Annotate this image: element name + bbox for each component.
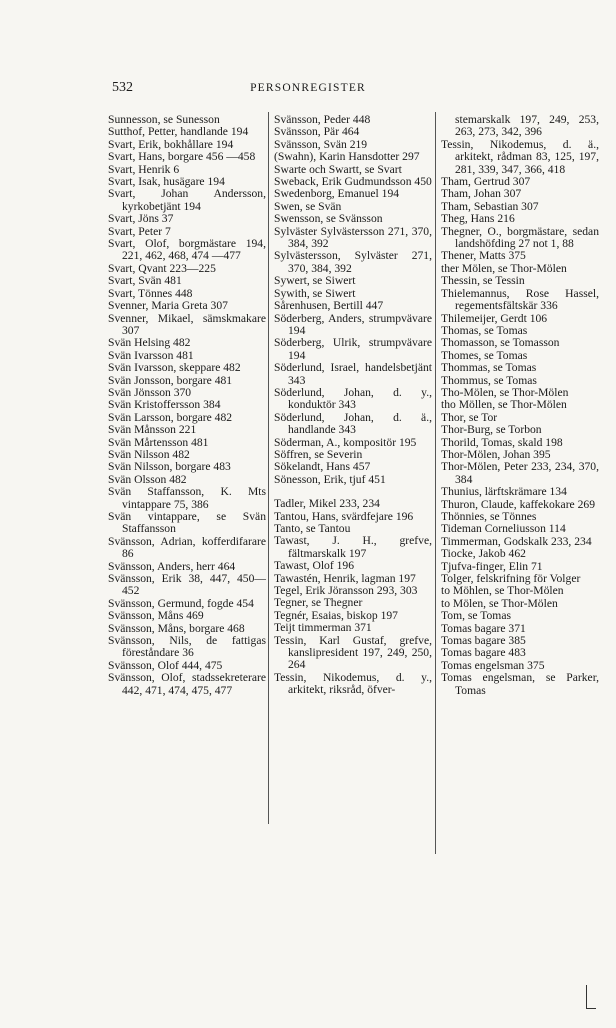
column-rule-right xyxy=(435,112,436,854)
index-entry: Sunnesson, se Sunesson xyxy=(108,113,220,126)
index-entry: Svän Larsson, borgare 482 xyxy=(108,410,233,424)
index-entry: Thönnies, se Tönnes xyxy=(441,510,537,523)
index-entry: Thommas, se Tomas xyxy=(441,361,537,375)
index-entry: Svart, Qvant 223—225 xyxy=(108,261,216,275)
index-entry: Tessin, Nikodemus, d. y., arkitekt, riksråd, öfver- xyxy=(274,670,432,697)
index-entry: Thor-Mölen, Johan 395 xyxy=(441,447,551,461)
corner-mark xyxy=(586,985,587,1009)
index-entry: Svän Månsson 221 xyxy=(108,423,197,437)
index-entry: Svenner, Maria Greta 307 xyxy=(108,299,228,313)
index-entry: Söderlund, Johan, d. y., konduktör 343 xyxy=(274,385,432,412)
corner-mark xyxy=(586,1008,596,1009)
index-entry: Svenner, Mikael, sämskmakare 307 xyxy=(108,311,266,337)
index-entry: Tanto, se Tantou xyxy=(274,522,351,535)
index-entry: Svänsson, Adrian, kofferdifarare 86 xyxy=(108,534,266,561)
index-entry: Svänsson, Måns, borgare 468 xyxy=(108,621,245,635)
index-entry: Swen, se Svän xyxy=(274,199,342,213)
index-entry: Svän Jönsson 370 xyxy=(108,385,192,399)
index-entry: Thommus, se Tomas xyxy=(441,373,537,387)
index-entry: Svart, Johan Andersson, kyrkobetjänt 194 xyxy=(108,187,266,213)
index-entry: Tham, Sebastian 307 xyxy=(441,199,539,213)
index-entry: tho Möllen, se Thor-Mölen xyxy=(441,398,567,412)
index-entry: Sywith, se Siwert xyxy=(274,286,356,300)
index-entry: Tegner, se Thegner xyxy=(274,596,363,610)
index-entry: Svänsson, Olof, stadssekreterare 442, 471, 474, 475, 477 xyxy=(108,671,266,697)
index-entry: Svänsson, Olof 444, 475 xyxy=(108,658,223,672)
index-entry: to Mölen, se Thor-Mölen xyxy=(441,596,558,610)
index-entry: Tomas bagare 371 xyxy=(441,621,526,635)
index-entry: Thomes, se Tomas xyxy=(441,348,528,362)
index-entry: Thor-Mölen, Peter 233, 234, 370, 384 xyxy=(441,460,599,486)
index-entry: Svän Staffansson, K. Mts vintappare 75, 386 xyxy=(108,485,266,511)
index-entry: Thegner, O., borgmästare, sedan landshöfding 27 not 1, 88 xyxy=(441,224,599,251)
index-entry: Svän Nilsson, borgare 483 xyxy=(108,460,231,474)
index-entry: Tom, se Tomas xyxy=(441,609,511,623)
index-entry: Sweback, Erik Gudmundsson 450 xyxy=(274,175,432,189)
index-entry: Svart, Henrik 6 xyxy=(108,162,180,176)
index-entry: Thomas, se Tomas xyxy=(441,323,528,337)
index-entry: Tideman Corneliusson 114 xyxy=(441,522,566,536)
index-entry: Timmerman, Godskalk 233, 234 xyxy=(441,534,592,548)
index-entry: Thilemeijer, Gerdt 106 xyxy=(441,311,548,325)
index-entry: Söderberg, Ulrik, strumpvävare 194 xyxy=(274,336,432,362)
index-entry: Svänsson, Måns 469 xyxy=(108,609,204,623)
index-entry: Thuron, Claude, kaffekokare 269 xyxy=(441,497,595,511)
index-entry: Svart, Svän 481 xyxy=(108,274,182,288)
index-entry: Theg, Hans 216 xyxy=(441,212,515,226)
index-entry: Svänsson, Svän 219 xyxy=(274,137,368,151)
index-entry: Thielemannus, Rose Hassel, regementsfältskär 336 xyxy=(441,286,599,313)
index-entry: Söderberg, Anders, strumpvävare 194 xyxy=(274,311,432,337)
index-entry: Svän Ivarsson 481 xyxy=(108,348,194,362)
index-entry: Thor-Burg, se Torbon xyxy=(441,423,542,437)
index-entry: Tegel, Erik Jöransson 293, 303 xyxy=(274,584,418,598)
index-entry: Thomasson, se Tomasson xyxy=(441,336,560,350)
index-entry: (Swahn), Karin Hansdotter 297 xyxy=(274,150,420,164)
index-entry: Swarte och Swartt, se Svart xyxy=(274,162,402,176)
index-entry: Tadler, Mikel 233, 234 xyxy=(274,497,380,511)
index-entry: Thunius, lärftskrämare 134 xyxy=(441,485,567,499)
index-entry: Svänsson, Nils, de fattigas föreståndare 36 xyxy=(108,634,266,660)
index-column-1 xyxy=(108,114,266,697)
index-entry: Tomas bagare 385 xyxy=(441,634,526,648)
index-entry: Svänsson, Germund, fogde 454 xyxy=(108,596,254,610)
index-entry: Thor, se Tor xyxy=(441,410,498,424)
index-entry: Tessin, Nikodemus, d. ä., arkitekt, rådman 83, 125, 197, 281, 339, 347, 366, 418 xyxy=(441,137,599,176)
index-entry: Tomas bagare 483 xyxy=(441,646,526,660)
index-entry: Svart, Hans, borgare 456 —458 xyxy=(108,150,256,164)
index-entry: Svänsson, Erik 38, 447, 450—452 xyxy=(108,572,266,598)
index-entry: Sutthof, Petter, handlande 194 xyxy=(108,125,249,139)
index-entry: Svart, Peter 7 xyxy=(108,224,171,238)
index-entry: Svän Mårtensson 481 xyxy=(108,435,209,449)
index-entry: Svän Jonsson, borgare 481 xyxy=(108,373,233,387)
index-entry: ther Mölen, se Thor-Mölen xyxy=(441,261,567,275)
index-entry: Sårenhusen, Bertill 447 xyxy=(274,299,384,313)
index-entry: Tessin, Karl Gustaf, grefve, kanslipresident 197, 249, 250, 264 xyxy=(274,633,432,672)
index-entry: Svart, Olof, borgmästare 194, 221, 462, 468, 474 —477 xyxy=(108,237,266,263)
index-entry: Tolger, felskrifning för Volger xyxy=(441,572,581,586)
page-number: 532 xyxy=(112,80,133,95)
index-entry: Tawastén, Henrik, lagman 197 xyxy=(274,571,416,585)
page-title: PERSONREGISTER xyxy=(250,82,366,94)
index-entry: Swedenborg, Emanuel 194 xyxy=(274,187,400,201)
index-entry: Svän vintappare, se Svän Staffansson xyxy=(108,510,266,536)
index-entry: Tegnér, Esaias, biskop 197 xyxy=(274,608,398,622)
index-entry: Tawast, Olof 196 xyxy=(274,559,355,573)
index-entry: Söderman, A., kompositör 195 xyxy=(274,435,417,449)
index-entry: Sylvästersson, Sylväster 271, 370, 384, 392 xyxy=(274,249,432,275)
index-entry: Teijt timmerman 371 xyxy=(274,621,372,635)
index-entry: Tho-Mölen, se Thor-Mölen xyxy=(441,385,569,399)
index-entry: Svänsson, Pär 464 xyxy=(274,125,360,139)
index-entry: Svart, Tönnes 448 xyxy=(108,286,193,300)
index-entry: Tomas engelsman 375 xyxy=(441,658,545,672)
index-entry: Tawast, J. H., grefve, fältmarskalk 197 xyxy=(274,534,432,560)
index-entry: Sywert, se Siwert xyxy=(274,274,356,288)
index-entry: Tantou, Hans, svärdfejare 196 xyxy=(274,509,414,523)
index-entry: Swensson, se Svänsson xyxy=(274,212,383,226)
index-entry: Tjufva-finger, Elin 71 xyxy=(441,559,543,573)
index-column-3 xyxy=(441,114,599,697)
index-entry: Tham, Gertrud 307 xyxy=(441,175,531,189)
index-entry: Svart, Isak, husägare 194 xyxy=(108,175,225,189)
index-entry: Sylväster Sylvästersson 271, 370, 384, 392 xyxy=(274,224,432,251)
index-entry: Tomas engelsman, se Parker, Tomas xyxy=(441,671,599,697)
index-entry: Söderlund, Johan, d. ä., handlande 343 xyxy=(274,410,432,437)
index-entry: Svart, Jöns 37 xyxy=(108,212,174,226)
index-entry: Svän Kristoffersson 384 xyxy=(108,398,221,412)
index-entry: Svart, Erik, bokhållare 194 xyxy=(108,137,234,151)
index-entry: Tham, Johan 307 xyxy=(441,187,522,201)
index-entry: Tiocke, Jakob 462 xyxy=(441,547,526,561)
index-entry: Svän Nilsson 482 xyxy=(108,447,190,461)
index-entry: Svän Ivarsson, skeppare 482 xyxy=(108,361,241,375)
index-entry: Svänsson, Peder 448 xyxy=(274,113,371,126)
index-entry: Thorild, Tomas, skald 198 xyxy=(441,435,563,449)
index-entry: Sönesson, Erik, tjuf 451 xyxy=(274,472,386,486)
index-entry: Sökelandt, Hans 457 xyxy=(274,460,371,474)
index-entry: to Möhlen, se Thor-Mölen xyxy=(441,584,564,598)
index-entry: Svän Helsing 482 xyxy=(108,336,191,350)
index-entry: Svän Olsson 482 xyxy=(108,472,187,486)
index-entry: Thener, Matts 375 xyxy=(441,249,526,263)
index-entry: Söffren, se Severin xyxy=(274,447,363,461)
index-entry: stemarskalk 197, 249, 253, 263, 273, 342, 396 xyxy=(455,113,599,139)
index-entry: Söderlund, Israel, handelsbetjänt 343 xyxy=(274,361,432,387)
index-column-2 xyxy=(274,114,432,697)
column-rule-left xyxy=(268,112,269,824)
index-entry: Svänsson, Anders, herr 464 xyxy=(108,559,236,573)
index-entry: Thessin, se Tessin xyxy=(441,274,525,288)
